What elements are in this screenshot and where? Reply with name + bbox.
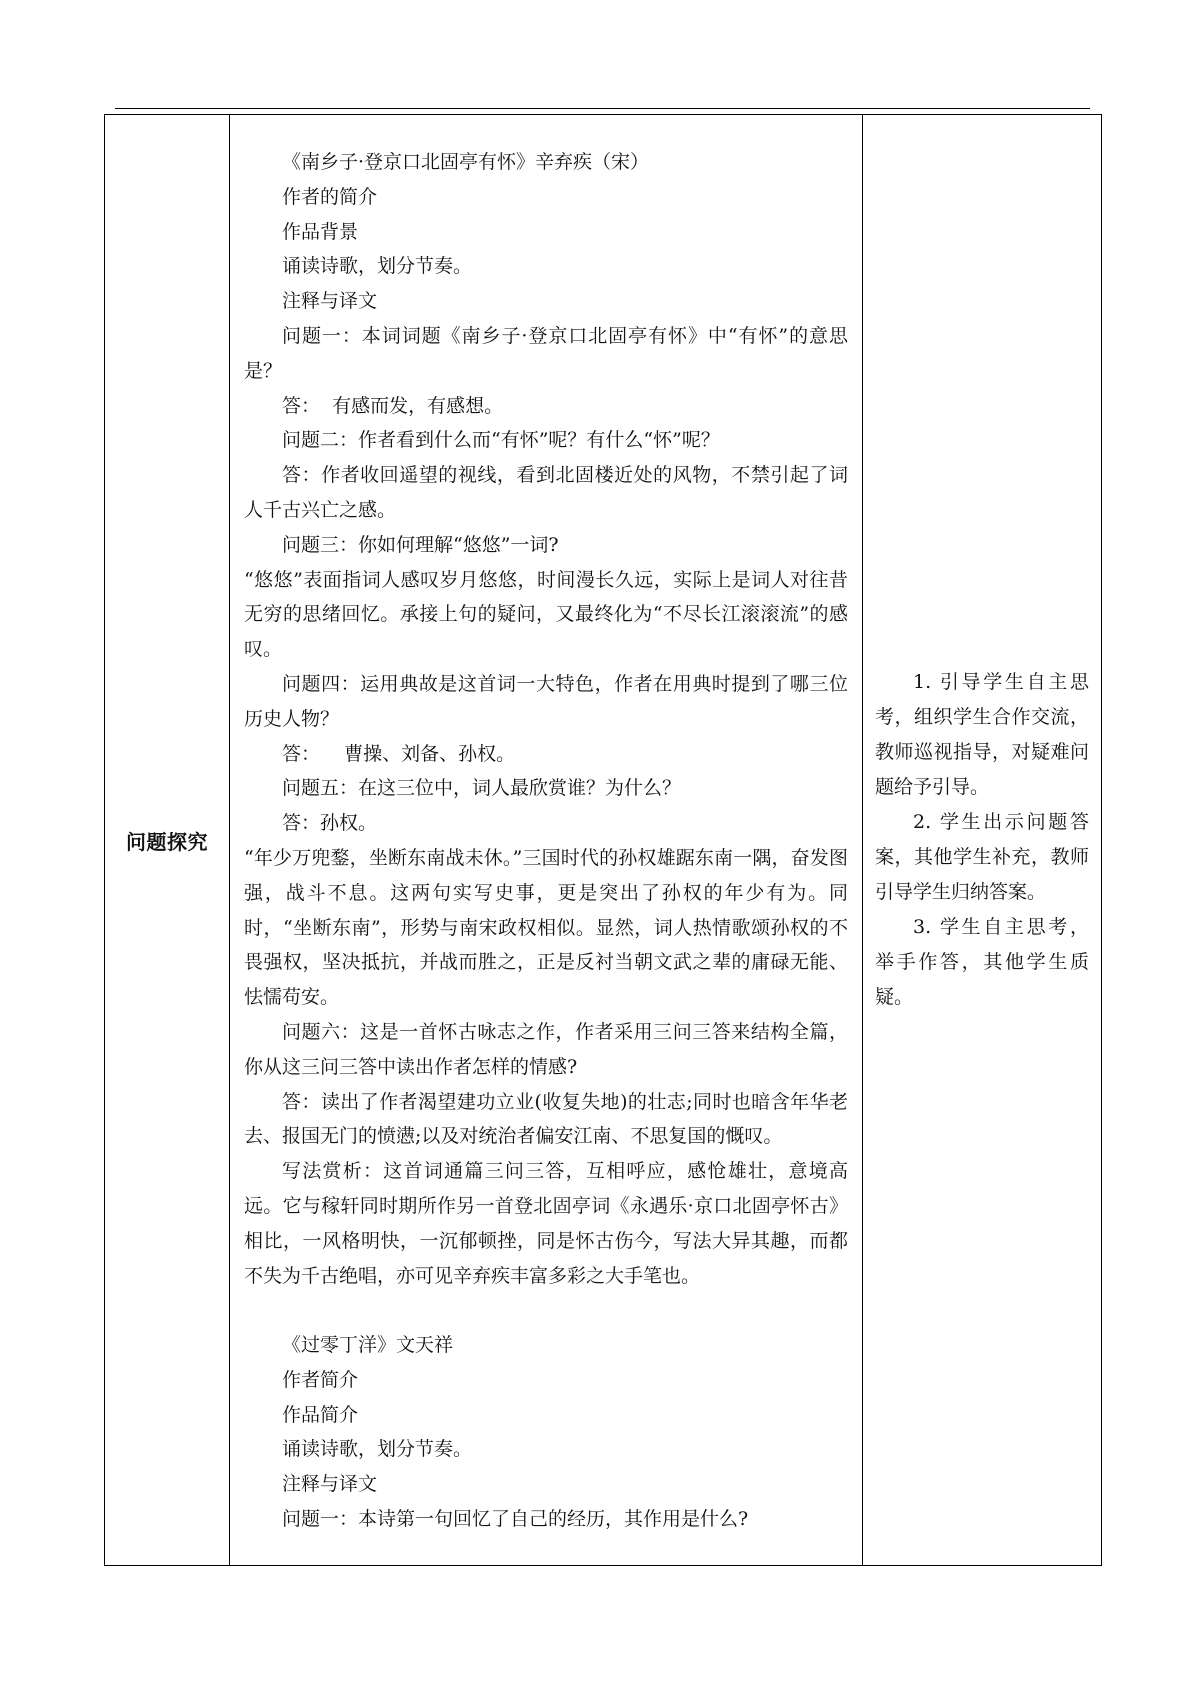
answer-paragraph: 答：读出了作者渴望建功立业(收复失地)的壮志;同时也暗含年华老去、报国无门的愤懑;以及对统治者偏安江南、不思复国的慨叹。 xyxy=(244,1090,848,1148)
note-item: 2. 学生出示问题答案，其他学生补充，教师引导学生归纳答案。 xyxy=(875,811,1089,903)
answer-paragraph: 答：孙权。 xyxy=(282,812,378,835)
answer-paragraph: “悠悠”表面指词人感叹岁月悠悠，时间漫长久远，实际上是词人对往昔无穷的思绪回忆。承接上句的疑问，又最终化为“不尽长江滚滚流”的感叹。 xyxy=(244,568,848,661)
table-row xyxy=(105,115,1102,1566)
answer-paragraph: 答：作者收回遥望的视线，看到北固楼近处的风物，不禁引起了词人千古兴亡之感。 xyxy=(244,464,848,521)
section-heading: 诵读诗歌，划分节奏。 xyxy=(282,1438,473,1461)
content-cell xyxy=(230,115,863,1566)
question-paragraph: 问题四：运用典故是这首词一大特色，作者在用典时提到了哪三位历史人物？ xyxy=(244,672,848,730)
question-paragraph: 问题三：你如何理解“悠悠”一词? xyxy=(282,533,559,556)
lesson-table xyxy=(104,114,1102,1566)
question-paragraph: 问题六：这是一首怀古咏志之作，作者采用三问三答来结构全篇，你从这三问三答中读出作者怎样的情感? xyxy=(244,1020,848,1078)
answer-paragraph: 答： 曹操、刘备、孙权。 xyxy=(282,742,516,765)
header-rule xyxy=(115,108,1090,109)
row-label-cell xyxy=(105,115,230,1566)
answer-paragraph: 答： 有感而发，有感想。 xyxy=(282,394,504,417)
section-heading: 诵读诗歌，划分节奏。 xyxy=(282,255,473,278)
section-heading: 注释与译文 xyxy=(282,1473,378,1496)
question-paragraph: 问题一：本诗第一句回忆了自己的经历，其作用是什么? xyxy=(282,1508,749,1531)
analysis-paragraph: “年少万兜鍪，坐断东南战未休。”三国时代的孙权雄踞东南一隅，奋发图强，战斗不息。这两句实写史事，更是突出了孙权的年少有为。同时，“坐断东南”，形势与南宋政权相似。显然，词人热情歌颂孙权的不畏强权，坚决抵抗，并战而胜之，正是反衬当朝文武之辈的庸碌无能、怯懦苟安。 xyxy=(244,846,848,1009)
poem2-title: 《过零丁洋》文天祥 xyxy=(282,1334,454,1357)
question-paragraph: 问题五：在这三位中，词人最欣赏谁？为什么？ xyxy=(282,777,682,800)
note-item: 3. 学生自主思考， 举手作答，其他学生质疑。 xyxy=(875,916,1089,1008)
poem1-title: 《南乡子·登京口北固亭有怀》辛弃疾（宋） xyxy=(282,151,650,173)
notes-cell xyxy=(863,115,1102,1566)
section-heading: 注释与译文 xyxy=(282,290,378,313)
row-label: 问题探究 xyxy=(126,831,208,854)
paragraph-gap xyxy=(244,1293,848,1328)
question-paragraph: 问题二：作者看到什么而“有怀”呢？有什么“怀”呢？ xyxy=(282,429,720,452)
analysis-paragraph: 写法赏析：这首词通篇三问三答，互相呼应，感怆雄壮，意境高远。它与稼轩同时期所作另一首登北固亭词《永遇乐·京口北固亭怀古》相比，一风格明快，一沉郁顿挫，同是怀古伤今，写法大异其趣，而都不失为千古绝唱，亦可见辛弃疾丰富多彩之大手笔也。 xyxy=(244,1160,848,1287)
section-heading: 作者的简介 xyxy=(282,185,378,208)
section-heading: 作品背景 xyxy=(282,220,359,243)
section-heading: 作者简介 xyxy=(282,1368,359,1391)
teaching-content xyxy=(230,115,862,1537)
teacher-notes xyxy=(863,665,1101,1015)
question-paragraph: 问题一：本词词题《南乡子·登京口北固亭有怀》中“有怀”的意思是？ xyxy=(244,324,848,382)
section-heading: 作品简介 xyxy=(282,1403,359,1426)
note-item: 1. 引导学生自主思考，组织学生合作交流，教师巡视指导，对疑难问题给予引导。 xyxy=(875,671,1089,798)
